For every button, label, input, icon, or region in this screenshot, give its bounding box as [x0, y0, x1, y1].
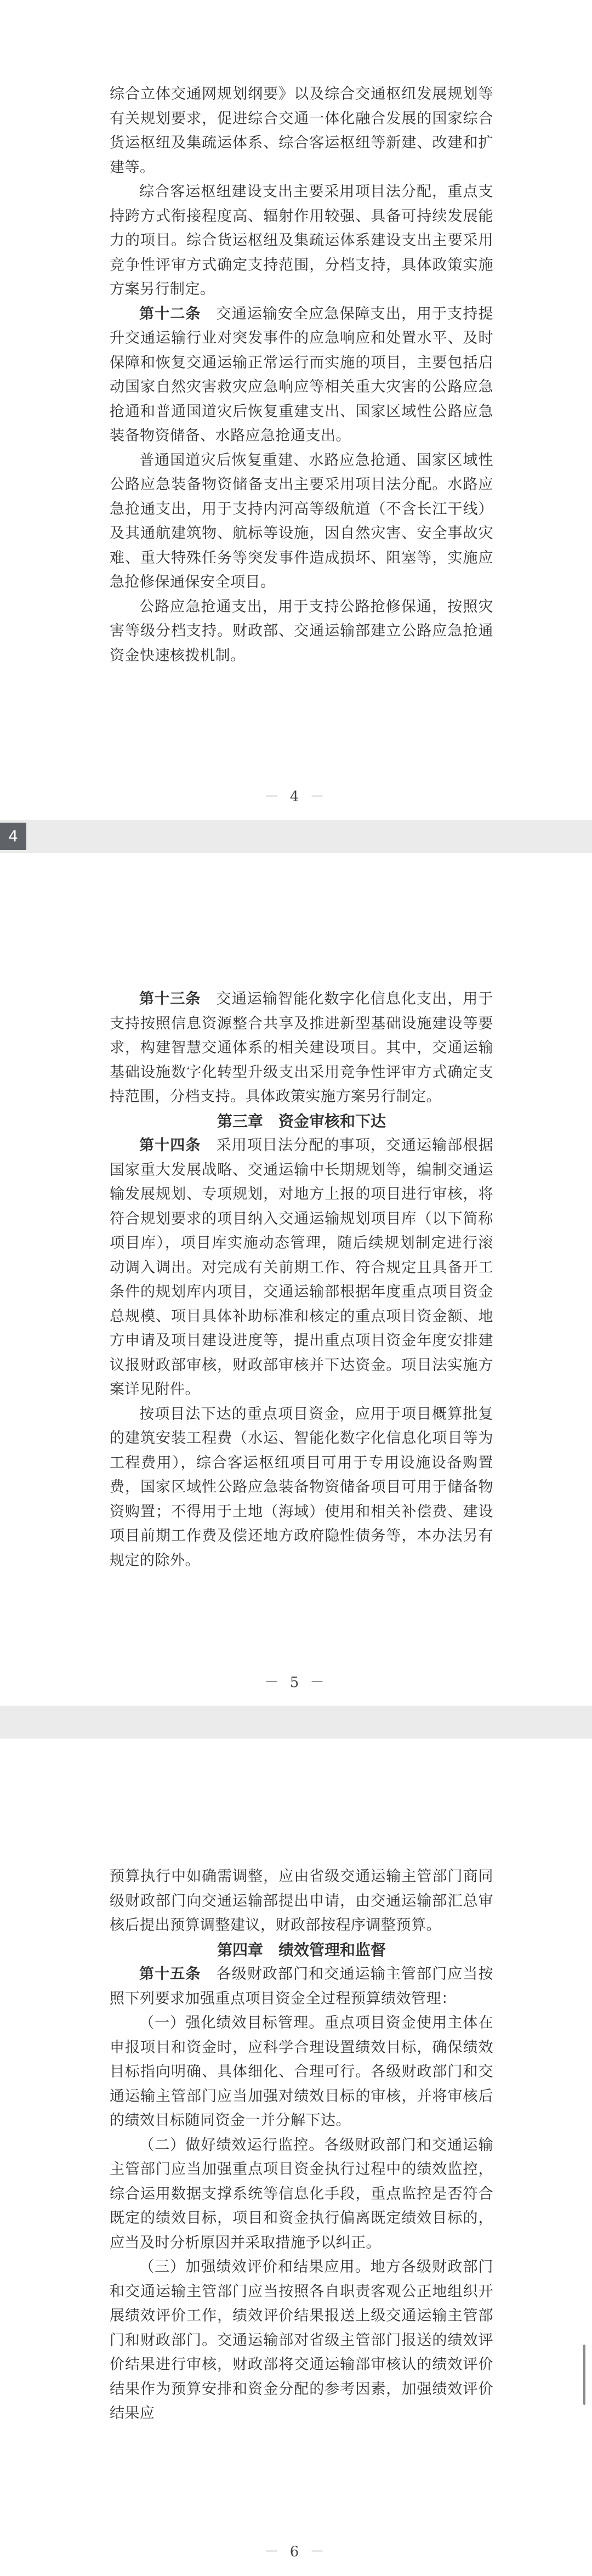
chapter-heading: 第四章 绩效管理和监督 — [217, 1940, 386, 1959]
page-number: － 6 － — [264, 2544, 328, 2560]
page-number: － 4 － — [264, 789, 328, 805]
document-page-6 — [0, 1739, 592, 2576]
list-item: （二）做好绩效运行监控。各级财政部门和交通运输主管部门应当加强重点项目资金执行过程中的绩效监控，综合运用数据支撑系统等信息化手段，重点监控是否符合既定的绩效目标，项目和资金执行偏离既定绩效目标的，应当及时分析原因并采取措施予以纠正。 — [110, 2136, 493, 2251]
document-page-4 — [0, 0, 592, 820]
paragraph: 普通国道灾后恢复重建、水路应急抢通、国家区域性公路应急装备物资储备支出主要采用项目法分配。水路应急抢通支出，用于支持内河高等级航道（不含长江干线）及其通航建筑物、航标等设施，因自然灾害、安全事故灾难、重大特殊任务等突发事件造成损坏、阻塞等，实施应急抢修保通保安全项目。 — [110, 451, 493, 591]
article-15-text: 各级财政部门和交通运输主管部门应当按照下列要求加强重点项目资金全过程预算绩效管理： — [110, 1966, 494, 2007]
article-13-text: 交通运输智能化数字化信息化支出，用于支持按照信息资源整合共享及推进新型基础设施建设等要求，构建智慧交通体系的相关建设项目。其中，交通运输基础设施数字化转型升级支出采用竞争性评审方式确定支持范围，分档支持。具体政策实施方案另行制定。 — [110, 990, 494, 1105]
paragraph: 综合客运枢纽建设支出主要采用项目法分配，重点支持跨方式衔接程度高、辐射作用较强、具备可持续发展能力的项目。综合货运枢纽及集疏运体系建设支出主要采用竞争性评审方式确定支持范围，分档支持，具体政策实施方案另行制定。 — [110, 183, 493, 298]
article-15-paragraph — [110, 1962, 493, 2011]
paragraph: 综合立体交通网规划纲要》以及综合交通枢纽发展规划等有关规划要求，促进综合交通一体化融合发展的国家综合货运枢纽及集疏运体系、综合客运枢纽等新建、改建和扩建等。 — [110, 86, 493, 176]
page-number: － 5 － — [264, 1674, 328, 1691]
page-indicator-badge: 4 — [0, 823, 26, 850]
list-item: （三）加强绩效评价和结果应用。地方各级财政部门和交通运输主管部门应当按照各自职责客观公正地组织开展绩效评价工作，绩效评价结果报送上级交通运输主管部门和财政部门。交通运输部对省级主管部门报送的绩效评价结果进行审核，财政部将交通运输部审核认的绩效评价结果作为预算安排和资金分配的参考因素，加强绩效评价结果应 — [110, 2258, 493, 2422]
article-13-paragraph — [110, 987, 493, 1109]
article-14-text: 采用项目法分配的事项，交通运输部根据国家重大发展战略、交通运输中长期规划等，编制交通运输发展规划、专项规划，对地方上报的项目进行审核，将符合规划要求的项目纳入交通运输规划项目库（以下简称项目库），项目库实施动态管理，随后续规划制定进行滚动调入调出。对完成有关前期工作、符合规定且具备开工条件的规划库内项目，交通运输部根据年度重点项目资金总规模、项目具体补助标准和核定的重点项目资金额、地方申请及项目建设进度等，提出重点项目资金年度安排建议报财政部审核，财政部审核并下达资金。项目法实施方案详见附件。 — [110, 1137, 494, 1398]
article-12-text: 交通运输安全应急保障支出，用于支持提升交通运输行业对突发事件的应急响应和处置水平、及时保障和恢复交通运输正常运行而实施的项目，主要包括启动国家自然灾害救灾应急响应等相关重大灾害的公路应急抢通和普通国道灾后恢复重建支出、国家区域性公路应急装备物资储备、水路应急抢通支出。 — [110, 305, 494, 444]
paragraph: 按项目法下达的重点项目资金，应用于项目概算批复的建筑安装工程费（水运、智能化数字化信息化项目等为工程费用），综合客运枢纽项目可用于专用设施设备购置费，国家区域性公路应急装备物资储备项目可用于储备物资购置；不得用于土地（海域）使用和相关补偿费、建设项目前期工作费及偿还地方政府隐性债务等，本办法另有规定的除外。 — [110, 1405, 493, 1569]
paragraph: 公路应急抢通支出，用于支持公路抢修保通，按照灾害等级分档支持。财政部、交通运输部建立公路应急抢通资金快速核拨机制。 — [110, 598, 493, 664]
paragraph: 预算执行中如确需调整，应由省级交通运输主管部门商同级财政部门向交通运输部提出申请，由交通运输部汇总审核后提出预算调整建议，财政部按程序调整预算。 — [110, 1868, 493, 1934]
list-item: （一）强化绩效目标管理。重点项目资金使用主体在申报项目和资金时，应科学合理设置绩效目标，确保绩效目标指向明确、具体细化、合理可行。各级财政部门和交通运输主管部门应当加强对绩效目标的审核，并将审核后的绩效目标随同资金一并分解下达。 — [110, 2014, 493, 2129]
article-15-label: 第十五条 — [139, 1966, 201, 1983]
document-page-5 — [0, 853, 592, 1706]
article-14-label: 第十四条 — [139, 1137, 201, 1154]
scrollbar-thumb[interactable] — [583, 2345, 585, 2405]
article-14-paragraph — [110, 1134, 493, 1402]
chapter-heading: 第三章 资金审核和下达 — [217, 1112, 386, 1130]
article-13-label: 第十三条 — [139, 990, 201, 1007]
article-12-label: 第十二条 — [139, 305, 201, 322]
article-12-paragraph — [110, 302, 493, 449]
